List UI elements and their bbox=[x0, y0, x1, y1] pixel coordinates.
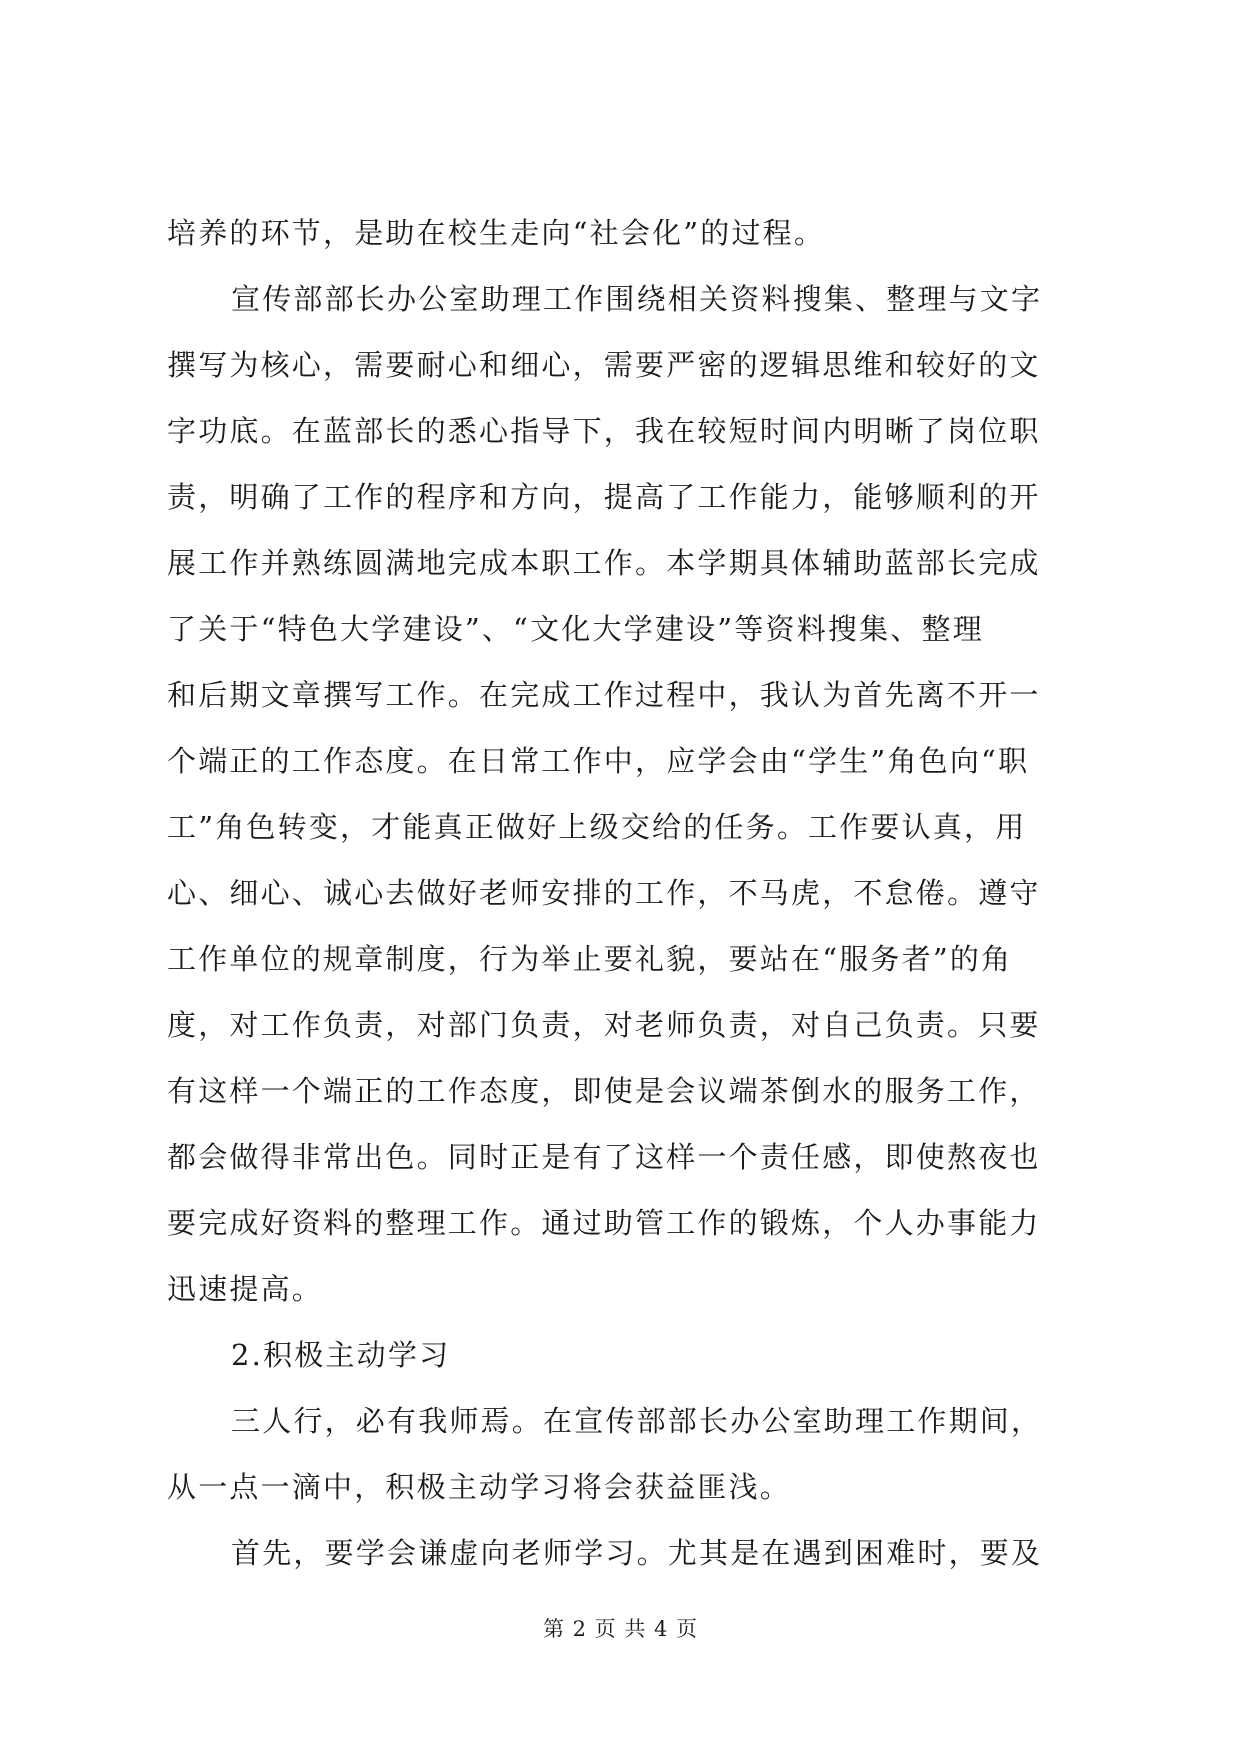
text-line: 撰写为核心，需要耐心和细心，需要严密的逻辑思维和较好的文 bbox=[167, 348, 1041, 382]
text-line: 要完成好资料的整理工作。通过助管工作的锻炼，个人办事能力 bbox=[167, 1206, 1041, 1240]
text-line: 字功底。在蓝部长的悉心指导下，我在较短时间内明晰了岗位职 bbox=[167, 414, 1041, 448]
text-line: 宣传部部长办公室助理工作围绕相关资料搜集、整理与文字 bbox=[231, 282, 1043, 316]
text-line: 迅速提高。 bbox=[167, 1272, 324, 1306]
text-line: 工”角色转变，才能真正做好上级交给的任务。工作要认真，用 bbox=[167, 810, 1027, 844]
text-line: 首先，要学会谦虚向老师学习。尤其是在遇到困难时，要及 bbox=[231, 1536, 1043, 1570]
text-line: 都会做得非常出色。同时正是有了这样一个责任感，即使熬夜也 bbox=[167, 1140, 1041, 1174]
document-body bbox=[167, 200, 1087, 1586]
text-line: 培养的环节，是助在校生走向“社会化”的过程。 bbox=[167, 216, 826, 250]
page-number-footer: 第 2 页 共 4 页 bbox=[542, 1617, 699, 1641]
text-line: 展工作并熟练圆满地完成本职工作。本学期具体辅助蓝部长完成 bbox=[167, 546, 1041, 580]
text-line: 三人行，必有我师焉。在宣传部部长办公室助理工作期间， bbox=[231, 1404, 1043, 1438]
text-line: 从一点一滴中，积极主动学习将会获益匪浅。 bbox=[167, 1470, 792, 1504]
section-heading: 2.积极主动学习 bbox=[231, 1338, 451, 1372]
text-line: 个端正的工作态度。在日常工作中，应学会由“学生”角色向“职 bbox=[167, 744, 1030, 778]
text-line: 工作单位的规章制度，行为举止要礼貌，要站在“服务者”的角 bbox=[167, 942, 1013, 976]
text-line: 了关于“特色大学建设”、“文化大学建设”等资料搜集、整理 bbox=[167, 612, 984, 646]
text-line: 心、细心、诚心去做好老师安排的工作，不马虎，不怠倦。遵守 bbox=[167, 876, 1041, 910]
text-line: 度，对工作负责，对部门负责，对老师负责，对自己负责。只要 bbox=[167, 1008, 1041, 1042]
text-line: 有这样一个端正的工作态度，即使是会议端茶倒水的服务工作， bbox=[167, 1074, 1041, 1108]
text-line: 责，明确了工作的程序和方向，提高了工作能力，能够顺利的开 bbox=[167, 480, 1041, 514]
text-line: 和后期文章撰写工作。在完成工作过程中，我认为首先离不开一 bbox=[167, 678, 1041, 712]
